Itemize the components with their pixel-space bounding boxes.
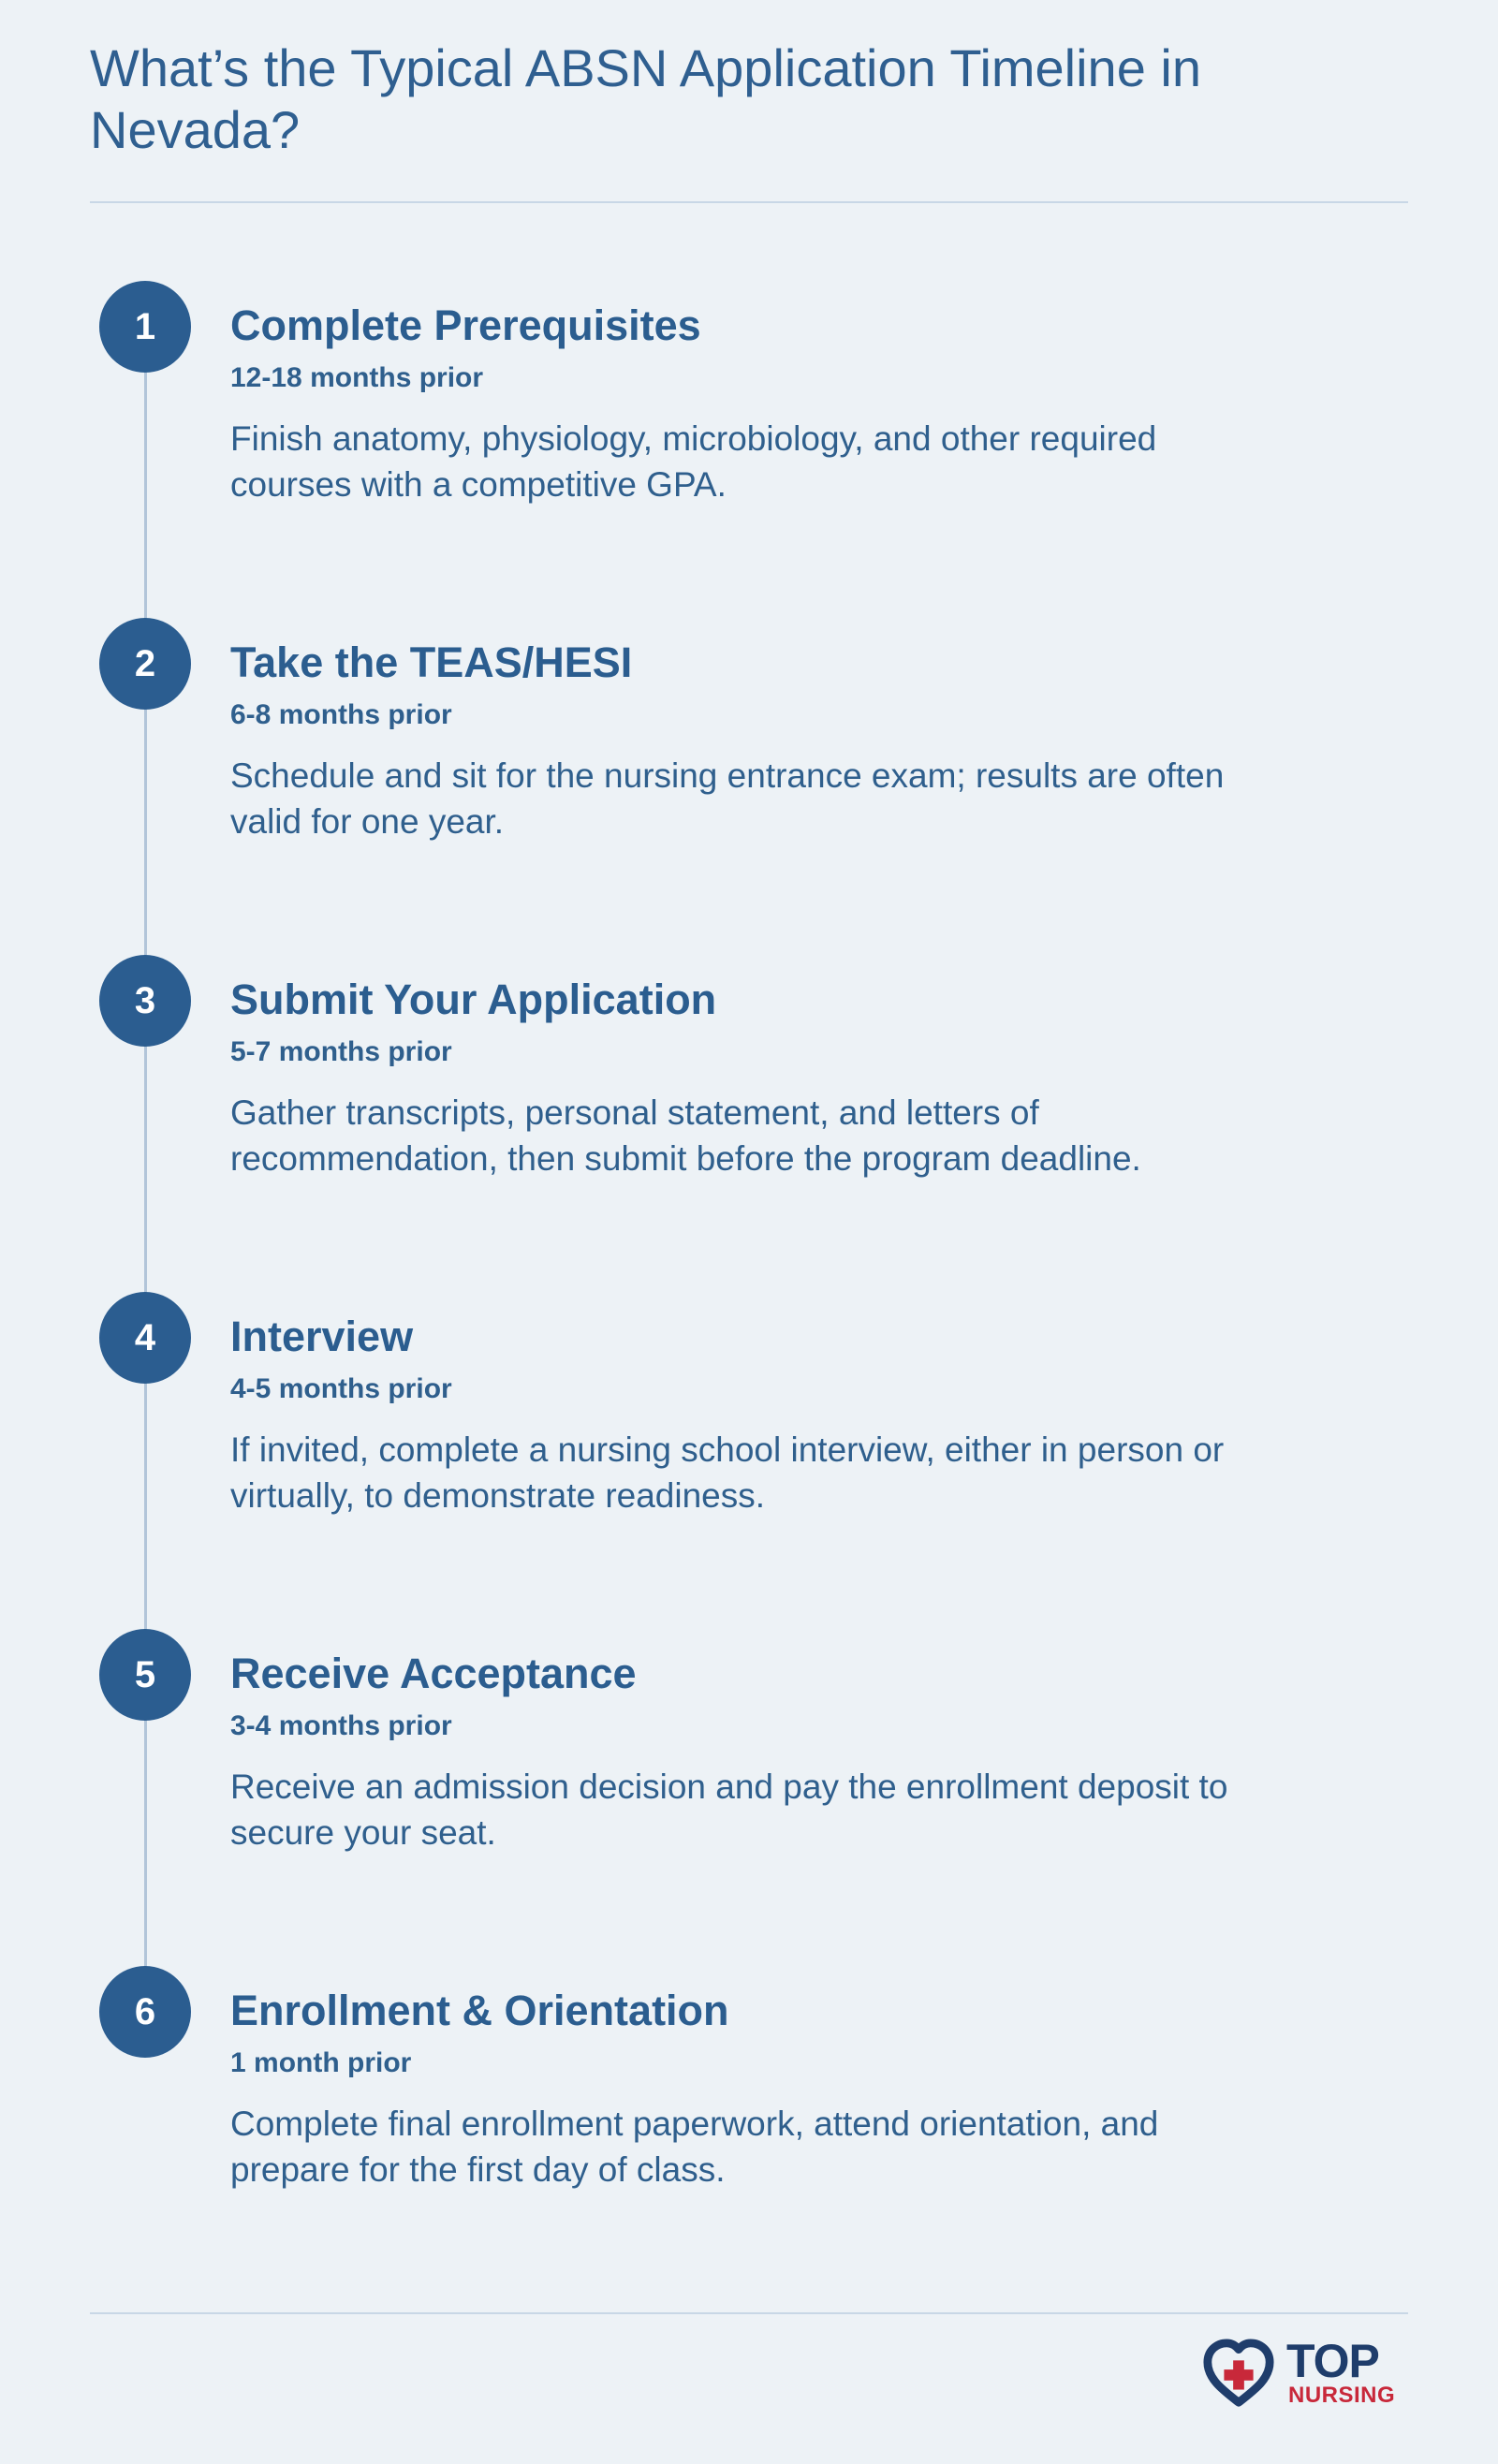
timeline-step-6 bbox=[0, 1966, 1498, 2266]
timeline-step-1 bbox=[0, 281, 1498, 580]
step-number-badge: 6 bbox=[99, 1966, 191, 2058]
logo-wordmark-top: TOP bbox=[1286, 2335, 1379, 2387]
timeline-step-4 bbox=[0, 1292, 1498, 1591]
step-title: Complete Prerequisites bbox=[230, 301, 701, 349]
step-timing: 12-18 months prior bbox=[230, 362, 484, 393]
step-title: Take the TEAS/HESI bbox=[230, 638, 633, 686]
step-number-badge: 5 bbox=[99, 1629, 191, 1721]
page-title: What’s the Typical ABSN Application Timeline in Nevada? bbox=[90, 38, 1201, 159]
step-timing: 5-7 months prior bbox=[230, 1036, 452, 1067]
step-number-badge: 4 bbox=[99, 1292, 191, 1384]
bottom-divider bbox=[90, 2312, 1408, 2314]
timeline-step-2 bbox=[0, 618, 1498, 917]
step-description: Complete final enrollment paperwork, attend orientation, and prepare for the first day of class. bbox=[230, 2105, 1159, 2189]
step-timing: 4-5 months prior bbox=[230, 1373, 452, 1404]
step-timing: 6-8 months prior bbox=[230, 699, 452, 730]
step-number-badge: 1 bbox=[99, 281, 191, 373]
step-number-badge: 2 bbox=[99, 618, 191, 710]
top-nursing-logo bbox=[1202, 2337, 1417, 2412]
step-number-badge: 3 bbox=[99, 955, 191, 1047]
step-timing: 3-4 months prior bbox=[230, 1710, 452, 1741]
step-description: Receive an admission decision and pay the enrollment deposit to secure your seat. bbox=[230, 1767, 1228, 1852]
step-title: Submit Your Application bbox=[230, 975, 717, 1023]
step-description: If invited, complete a nursing school interview, either in person or virtually, to demonstrate readiness. bbox=[230, 1430, 1225, 1515]
step-description: Schedule and sit for the nursing entrance exam; results are often valid for one year. bbox=[230, 756, 1225, 841]
top-divider bbox=[90, 201, 1408, 203]
step-timing: 1 month prior bbox=[230, 2047, 412, 2078]
heart-cross-icon bbox=[1202, 2337, 1275, 2410]
step-description: Finish anatomy, physiology, microbiology, and other required courses with a competitive GPA. bbox=[230, 419, 1157, 504]
timeline-step-3 bbox=[0, 955, 1498, 1254]
timeline-step-5 bbox=[0, 1629, 1498, 1929]
step-title: Interview bbox=[230, 1313, 414, 1360]
step-description: Gather transcripts, personal statement, and letters of recommendation, then submit before the program deadline. bbox=[230, 1093, 1141, 1178]
logo-wordmark-nursing: NURSING bbox=[1288, 2383, 1396, 2408]
step-title: Receive Acceptance bbox=[230, 1650, 637, 1697]
step-title: Enrollment & Orientation bbox=[230, 1987, 729, 2034]
